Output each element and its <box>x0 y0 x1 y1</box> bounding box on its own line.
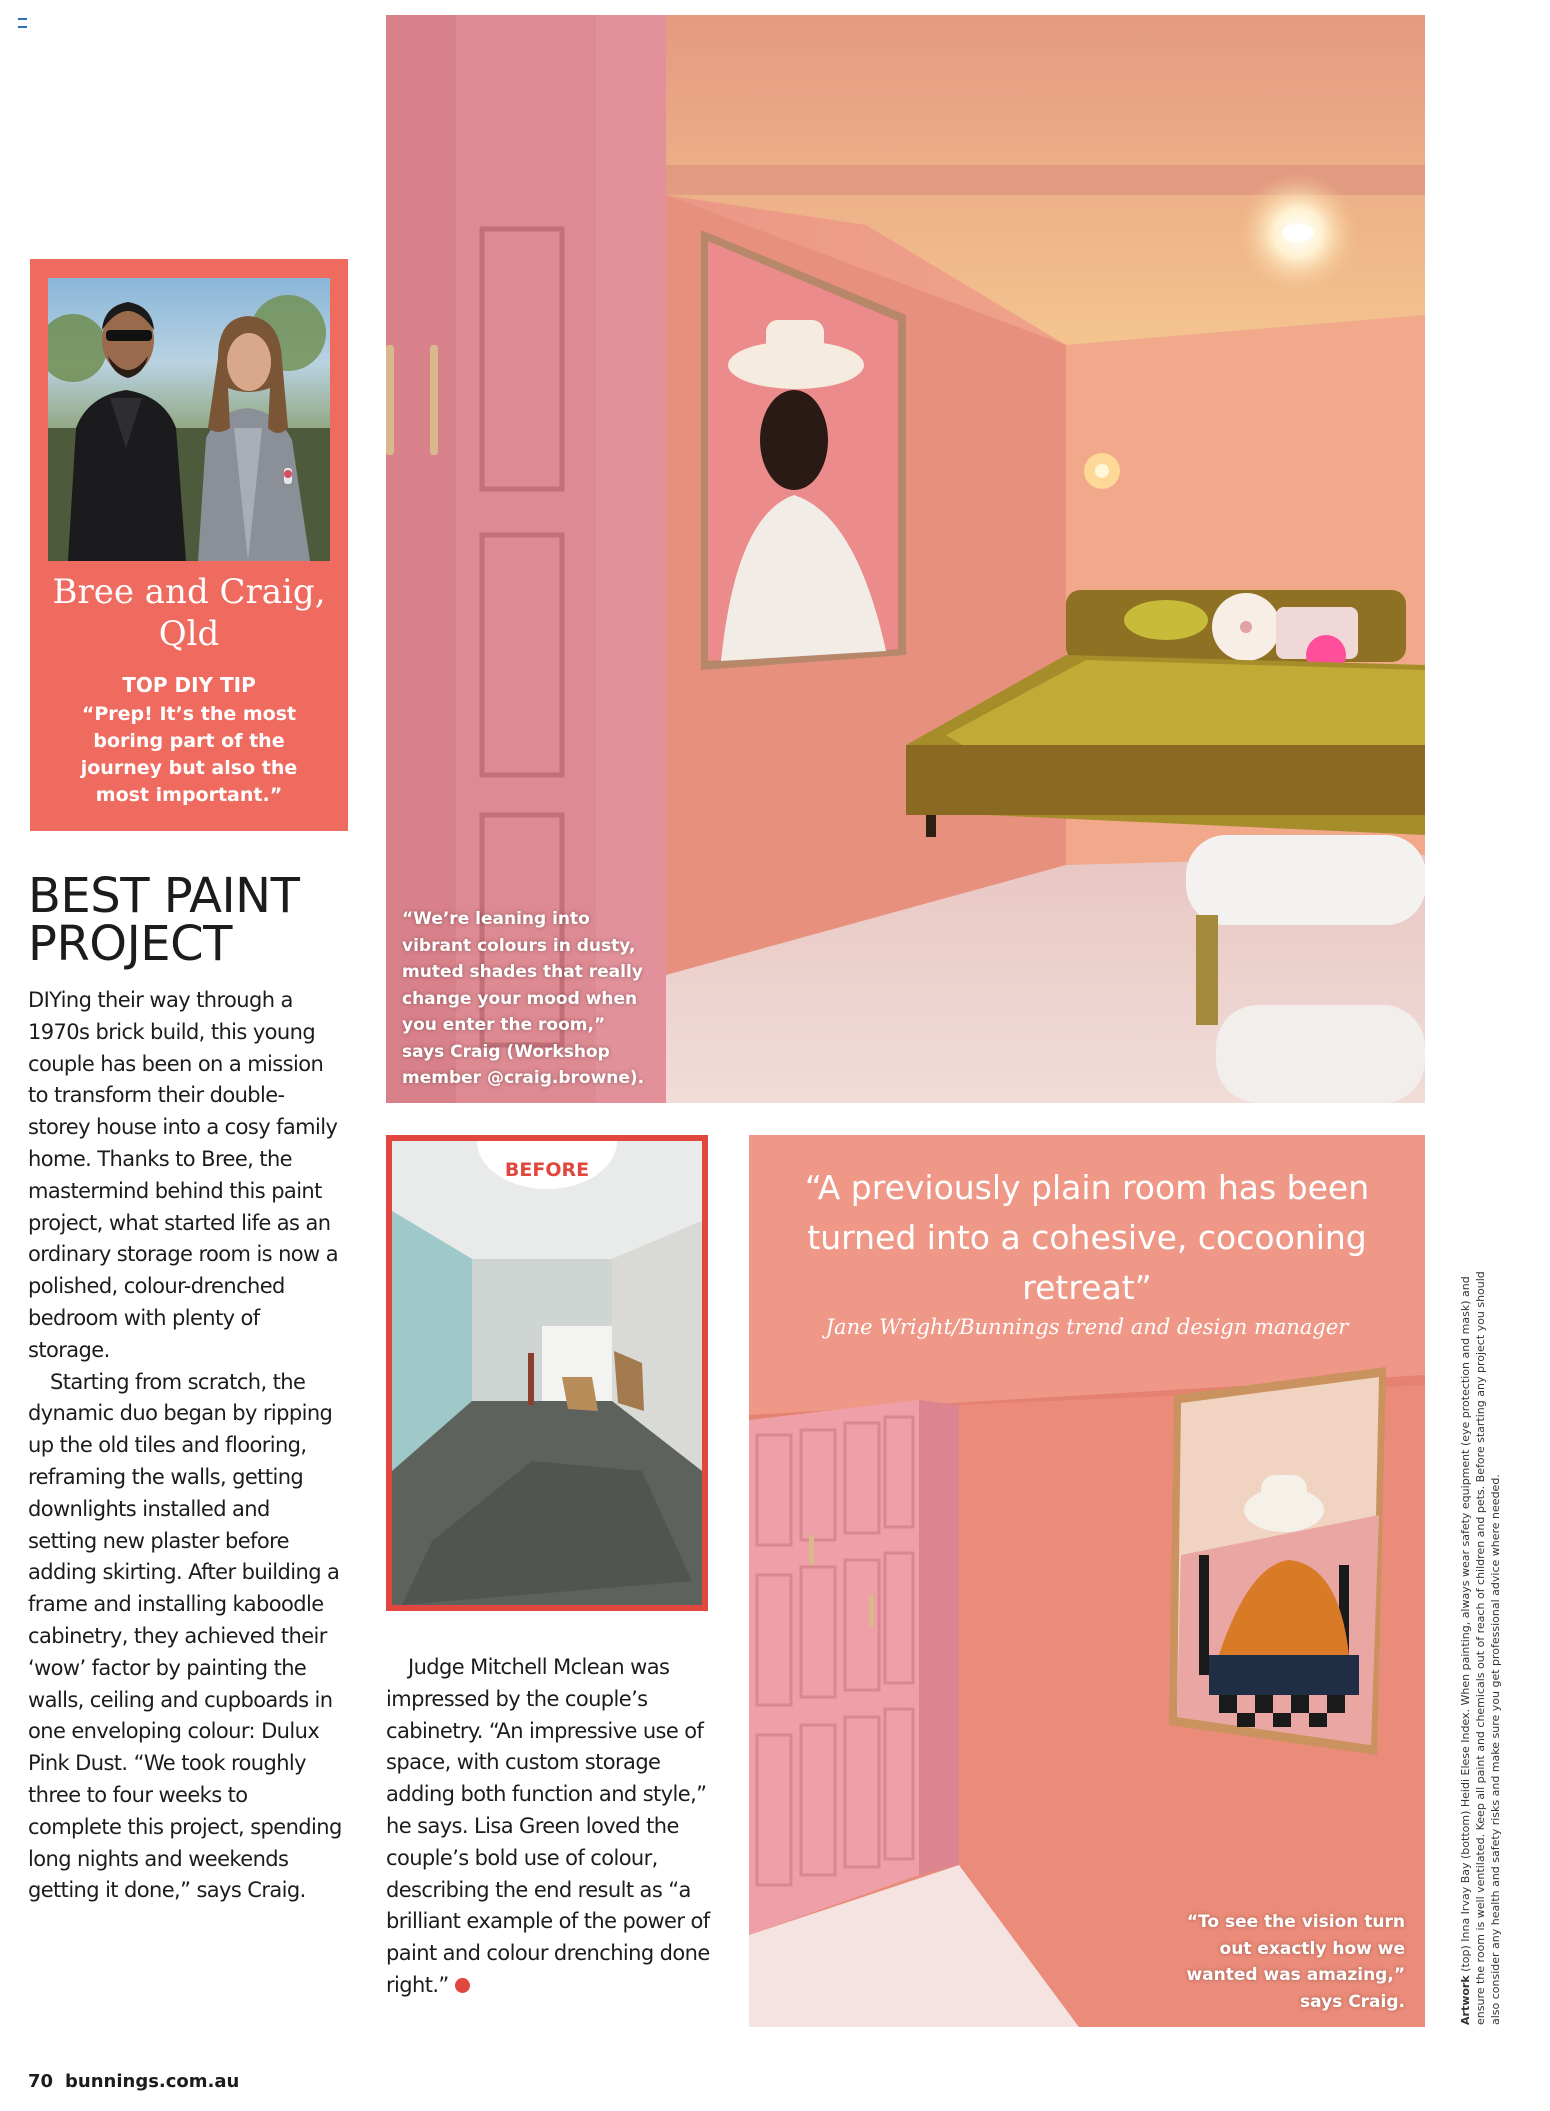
before-photo-frame <box>386 1135 708 1611</box>
disclaimer-body: (top) Inna Irvay Bay (bottom) Heidi Elese Index. When painting, always wear safety equipment (eye protection and mask) and ensure the room is well ventilated. Keep all paint and chemicals out of reach of children and pets. Before starting any project you should also consider any health and safety risks and make sure you get professional advice where needed. <box>1459 1271 1502 2025</box>
tip-heading: TOP DIY TIP <box>122 673 256 697</box>
article-paragraph-1: DIYing their way through a 1970s brick build, this young couple has been on a mission to transform their double-storey house into a cosy family home. Thanks to Bree, the mastermind behind this paint project, what started life as an ordinary storage room is now a polished, colour-drenched bedroom with plenty of storage. <box>28 988 338 1362</box>
end-mark-dot <box>455 1978 470 1993</box>
article-paragraph-3: Judge Mitchell Mclean was impressed by the couple’s cabinetry. “An impressive use of space, with custom storage adding both function and style,” he says. Lisa Green loved the couple’s bold use of colour, describing the end result as “a brilliant example of the power of paint and colour drenching done right.” <box>386 1655 710 1997</box>
pull-quote: “A previously plain room has been turned into a cohesive, cocooning retreat” <box>804 1168 1370 1307</box>
judge-paragraph <box>386 1652 720 2002</box>
couple-photo <box>48 278 330 561</box>
storage-room-illustration <box>392 1141 702 1605</box>
article-body <box>28 985 344 1907</box>
hero-caption: “We’re leaning into vibrant colours in dusty, muted shades that really change your mood when you enter the room,” says Craig (Workshop member @craig.browne). <box>402 909 645 1088</box>
before-label: BEFORE <box>504 1159 590 1181</box>
tip-text: “Prep! It’s the most boring part of the journey but also the most important.” <box>80 703 298 806</box>
couple-illustration <box>48 278 330 561</box>
quote-photo-caption: “To see the vision turn out exactly how we wanted was amazing,” says Craig. <box>1186 1912 1405 2012</box>
disclaimer-label: Artwork <box>1459 1975 1472 2025</box>
quote-room-photo <box>749 1135 1425 2027</box>
artwork-disclaimer <box>1458 1270 1530 2025</box>
page-number: 70 <box>28 2071 54 2092</box>
quote-attribution: Jane Wright/Bunnings trend and design manager <box>825 1315 1349 1339</box>
profile-card <box>30 259 348 831</box>
corner-mark <box>18 18 27 28</box>
profile-name: Bree and Craig, Qld <box>52 572 326 654</box>
footer-url: bunnings.com.au <box>65 2071 240 2092</box>
article-title: BEST PAINT PROJECT <box>28 868 300 972</box>
before-photo <box>392 1141 702 1605</box>
article-paragraph-2: Starting from scratch, the dynamic duo began by ripping up the old tiles and flooring, reframing the walls, getting downlights installed and setting new plaster before adding skirting. After building a frame and installing kaboodle cabinetry, they achieved their ‘wow’ factor by painting the walls, ceiling and cupboards in one enveloping colour: Dulux Pink Dust. “We took roughly three to four weeks to complete this project, spending long nights and weekends getting it done,” says Craig. <box>28 1369 342 1903</box>
disclaimer-text <box>1458 1270 1503 2025</box>
